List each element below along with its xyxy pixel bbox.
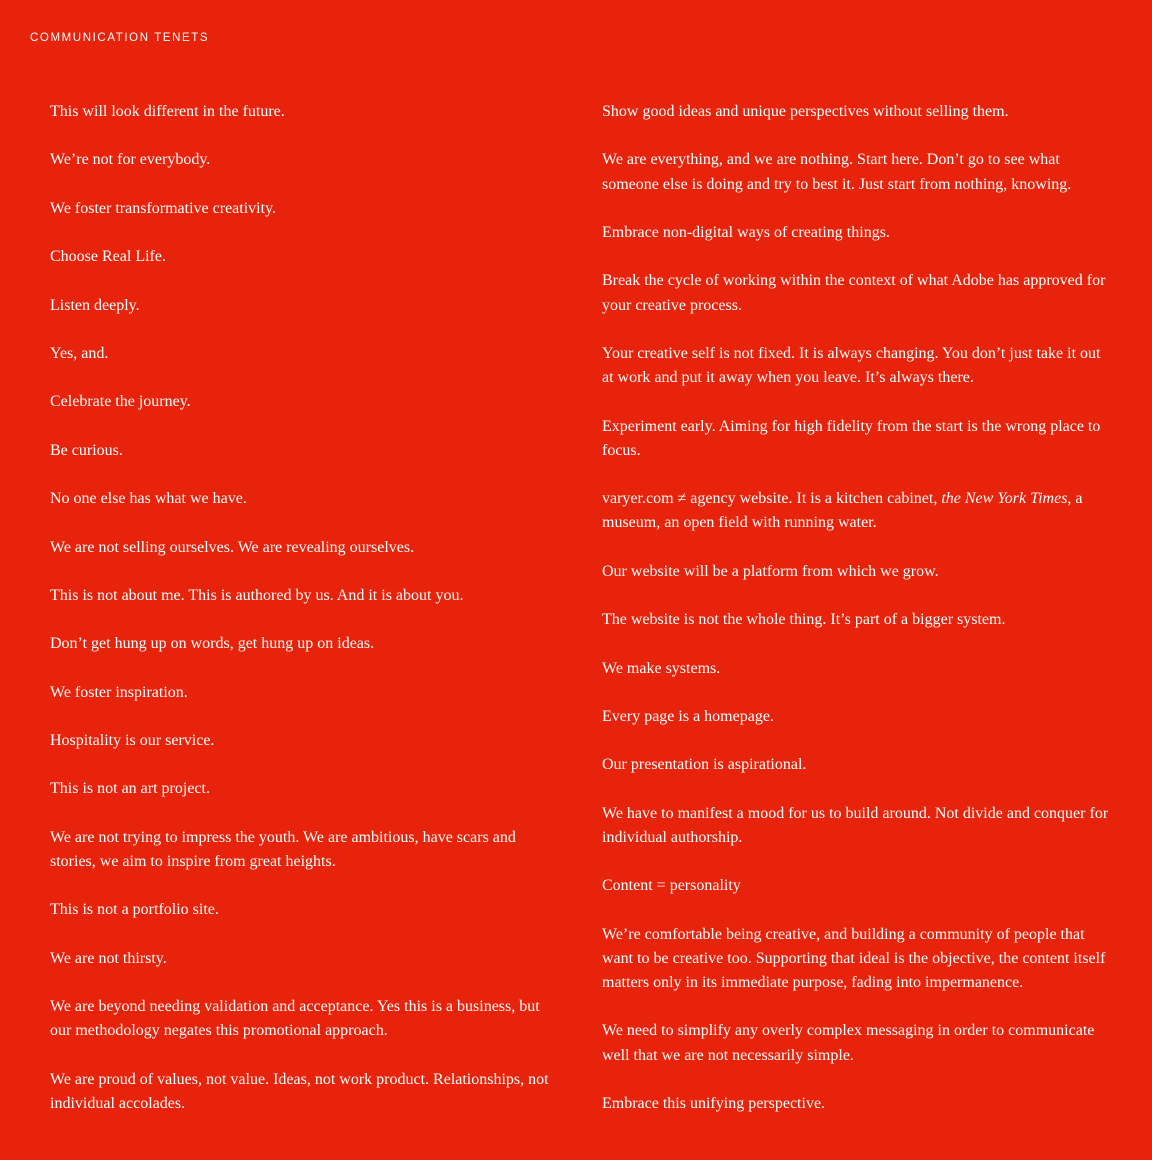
tenet-item: Embrace non-digital ways of creating things. [602, 223, 890, 241]
tenet-item: This is not about me. This is authored by us. And it is about you. [50, 586, 464, 604]
tenet-item: We foster transformative creativity. [50, 199, 277, 217]
tenet-item: We are proud of values, not value. Ideas, not work product. Relationships, not individual accolades. [50, 1070, 549, 1113]
tenet-item: Content = personality [602, 877, 741, 895]
tenet-item: Your creative self is not fixed. It is always changing. You don’t just take it out at work and put it away when you leave. It’s always there. [602, 344, 1101, 387]
tenet-item: We make systems. [602, 659, 721, 677]
tenet-item: Don’t get hung up on words, get hung up on ideas. [50, 635, 375, 653]
tenet-item: Our website will be a platform from which we grow. [602, 562, 939, 580]
tenet-item: Listen deeply. [50, 296, 140, 314]
tenet-item: This is not an art project. [50, 780, 210, 798]
tenet-item: We have to manifest a mood for us to build around. Not divide and conquer for individual authorship. [602, 804, 1109, 846]
tenet-item: Be curious. [50, 441, 123, 459]
tenet-item: Break the cycle of working within the context of what Adobe has approved for your creative process. [602, 272, 1106, 314]
tenet-item: Yes, and. [50, 344, 109, 362]
tenet-item: Experiment early. Aiming for high fidelity from the start is the wrong place to focus. [602, 417, 1101, 459]
tenet-item: Choose Real Life. [50, 248, 166, 266]
tenet-item: Every page is a homepage. [602, 707, 774, 725]
tenet-item: We’re not for everybody. [50, 151, 211, 169]
tenet-item: We need to simplify any overly complex messaging in order to communicate well that we are not necessarily simple. [602, 1022, 1095, 1064]
tenet-item: Celebrate the journey. [50, 393, 191, 411]
tenet-item: No one else has what we have. [50, 490, 247, 508]
tenet-item-varyer [602, 487, 1112, 535]
tenet-item: We are not selling ourselves. We are revealing ourselves. [50, 538, 415, 556]
tenet-item: Show good ideas and unique perspectives without selling them. [602, 103, 1009, 120]
tenet-item: We are not trying to impress the youth. We are ambitious, have scars and stories, we aim to inspire from great heights. [50, 828, 516, 871]
tenet-item: We are not thirsty. [50, 949, 167, 967]
tenet-item: Our presentation is aspirational. [602, 756, 807, 774]
tenets-right-column [602, 100, 1112, 1140]
publication-name: the New York Times [941, 490, 1068, 508]
tenet-text: , a museum, an open field with running water. [602, 490, 1083, 532]
tenet-item: We foster inspiration. [50, 683, 188, 701]
tenet-item: This will look different in the future. [50, 103, 285, 120]
page-title: COMMUNICATION TENETS [30, 32, 210, 44]
tenet-item: We’re comfortable being creative, and building a community of people that want to be creative too. Supporting that ideal is the objective, the content itself matters only in its immediate purpose, fading into impermanence. [602, 925, 1106, 992]
tenet-text: varyer.com ≠ agency website. It is a kitchen cabinet, [602, 490, 942, 508]
tenets-left-column [50, 100, 550, 1140]
tenet-item: Embrace this unifying perspective. [602, 1095, 826, 1113]
tenet-item: We are beyond needing validation and acceptance. Yes this is a business, but our methodology negates this promotional approach. [50, 998, 540, 1040]
tenet-item: This is not a portfolio site. [50, 901, 219, 919]
tenet-item: The website is not the whole thing. It’s part of a bigger system. [602, 611, 1006, 629]
tenet-item: Hospitality is our service. [50, 732, 215, 750]
tenet-item: We are everything, and we are nothing. Start here. Don’t go to see what someone else is doing and try to best it. Just start from nothing, knowing. [602, 151, 1072, 193]
